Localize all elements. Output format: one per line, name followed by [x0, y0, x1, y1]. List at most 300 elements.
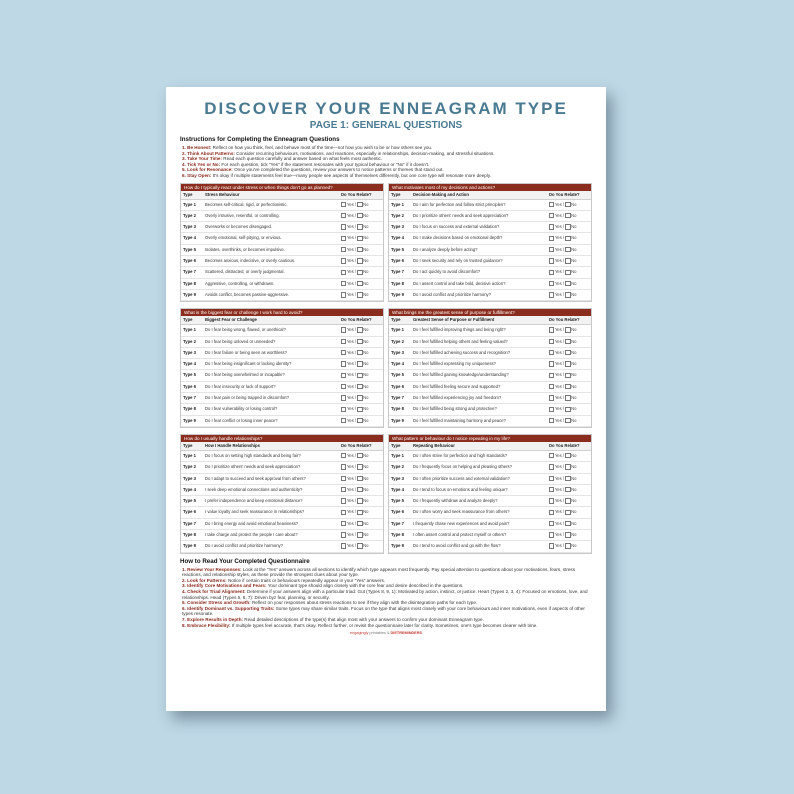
no-checkbox[interactable]: [565, 395, 570, 400]
no-label: No: [363, 372, 369, 378]
no-checkbox[interactable]: [565, 532, 570, 537]
no-checkbox[interactable]: [565, 476, 570, 481]
no-label: No: [571, 452, 577, 458]
table-row: [389, 279, 591, 290]
no-label: No: [363, 212, 369, 218]
no-checkbox[interactable]: [565, 202, 570, 207]
yes-checkbox[interactable]: [341, 521, 346, 526]
row-statement: Do I fear being overwhelmed or incapable?: [205, 372, 285, 378]
yes-label: Yes: [554, 464, 562, 470]
no-checkbox[interactable]: [565, 487, 570, 492]
row-type: Type 4: [183, 486, 196, 492]
row-type: Type 7: [183, 520, 196, 526]
yes-no-options: Yes / No: [549, 404, 589, 414]
yes-checkbox[interactable]: [341, 418, 346, 423]
yes-checkbox[interactable]: [341, 384, 346, 389]
no-checkbox[interactable]: [565, 281, 570, 286]
no-checkbox[interactable]: [565, 258, 570, 263]
yes-checkbox[interactable]: [549, 292, 554, 297]
yes-checkbox[interactable]: [341, 327, 346, 332]
no-checkbox[interactable]: [357, 224, 362, 229]
yes-checkbox[interactable]: [341, 464, 346, 469]
row-type: Type 1: [183, 452, 196, 458]
no-checkbox[interactable]: [357, 384, 362, 389]
no-label: No: [571, 235, 577, 241]
column-headers: [181, 316, 383, 325]
column-headers: [181, 442, 383, 451]
yes-no-options: Yes / No: [549, 416, 589, 426]
howto-item-label: Identify Core Motivations and Fears:: [187, 583, 267, 589]
no-checkbox[interactable]: [357, 407, 362, 412]
col-relate-header: Do You Relate?: [549, 191, 580, 197]
no-checkbox[interactable]: [565, 270, 570, 275]
row-statement: Do I feel fulfilled improving things and being right?: [413, 327, 506, 333]
row-type: Type 9: [183, 543, 196, 549]
no-checkbox[interactable]: [357, 339, 362, 344]
no-label: No: [571, 280, 577, 286]
row-statement: Do I avoid conflict and prioritize harmony?: [413, 291, 491, 297]
yes-checkbox[interactable]: [549, 258, 554, 263]
yes-checkbox[interactable]: [549, 236, 554, 241]
yes-label: Yes: [346, 338, 354, 344]
row-type: Type 3: [183, 475, 196, 481]
yes-checkbox[interactable]: [549, 384, 554, 389]
table-row: [181, 233, 383, 244]
yes-label: Yes: [346, 509, 354, 515]
row-type: Type 6: [183, 509, 196, 515]
yes-label: Yes: [346, 520, 354, 526]
no-checkbox[interactable]: [565, 213, 570, 218]
yes-no-options: Yes / No: [341, 541, 381, 551]
row-statement: Do I fear conflict or losing inner peace?: [205, 417, 278, 423]
question-header: How do I usually handle relationships?: [181, 435, 383, 442]
howto-item-number: 3.: [182, 583, 186, 589]
no-checkbox[interactable]: [357, 292, 362, 297]
table-row: [181, 348, 383, 359]
instruction-item-label: Be Honest:: [187, 145, 212, 150]
yes-label: Yes: [554, 498, 562, 504]
row-statement: Overworks or becomes disengaged.: [205, 224, 273, 230]
howto-item: [182, 623, 592, 629]
yes-checkbox[interactable]: [341, 350, 346, 355]
no-checkbox[interactable]: [357, 498, 362, 503]
no-checkbox[interactable]: [565, 510, 570, 515]
no-checkbox[interactable]: [357, 202, 362, 207]
no-label: No: [363, 406, 369, 412]
no-checkbox[interactable]: [565, 236, 570, 241]
yes-checkbox[interactable]: [341, 510, 346, 515]
yes-no-options: Yes / No: [341, 325, 381, 335]
row-type: Type 8: [183, 531, 196, 537]
row-statement: Do I feel fulfilled gaining knowledge/understanding?: [413, 372, 509, 378]
yes-checkbox[interactable]: [341, 453, 346, 458]
yes-label: Yes: [346, 327, 354, 333]
table-row: [389, 496, 591, 507]
no-checkbox[interactable]: [357, 281, 362, 286]
yes-checkbox[interactable]: [549, 213, 554, 218]
yes-no-options: Yes / No: [341, 211, 381, 221]
no-label: No: [363, 338, 369, 344]
yes-checkbox[interactable]: [549, 202, 554, 207]
no-label: No: [363, 361, 369, 367]
howto-item-text: Notice if certain traits or behaviours repeatedly appear in your "Yes" answers.: [226, 577, 386, 583]
question-table: [180, 434, 384, 554]
row-type: Type 7: [183, 269, 196, 275]
table-row: [181, 404, 383, 415]
row-statement: Do I feel fulfilled experiencing joy and freedom?: [413, 395, 502, 401]
yes-label: Yes: [554, 452, 562, 458]
table-row: [181, 393, 383, 404]
no-label: No: [363, 531, 369, 537]
yes-no-options: Yes / No: [341, 416, 381, 426]
row-type: Type 3: [183, 349, 196, 355]
no-label: No: [571, 246, 577, 252]
howto-item: [182, 567, 592, 578]
yes-checkbox[interactable]: [549, 487, 554, 492]
yes-no-options: Yes / No: [549, 200, 589, 210]
yes-checkbox[interactable]: [341, 395, 346, 400]
no-checkbox[interactable]: [357, 464, 362, 469]
instruction-item-text: Reflect on how you think, feel, and behave most of the time—not how you wish to be or how others see you.: [211, 145, 433, 150]
no-checkbox[interactable]: [357, 453, 362, 458]
no-checkbox[interactable]: [357, 247, 362, 252]
row-statement: Do I fear failure or being seen as worthless?: [205, 349, 287, 355]
no-checkbox[interactable]: [565, 350, 570, 355]
row-statement: Do I tend to focus on emotions and feeling unique?: [413, 486, 508, 492]
yes-checkbox[interactable]: [549, 247, 554, 252]
no-label: No: [363, 417, 369, 423]
instructions-heading: Instructions for Completing the Enneagram Questions: [180, 136, 340, 143]
no-checkbox[interactable]: [357, 487, 362, 492]
row-type: Type 9: [391, 417, 404, 423]
row-type: Type 5: [183, 372, 196, 378]
no-label: No: [571, 383, 577, 389]
no-checkbox[interactable]: [357, 270, 362, 275]
howto-item-number: 1.: [182, 566, 186, 572]
yes-checkbox[interactable]: [341, 476, 346, 481]
yes-checkbox[interactable]: [341, 292, 346, 297]
yes-label: Yes: [346, 269, 354, 275]
col-statement-header: Greatest Sense of Purpose or Fulfillment: [413, 317, 495, 323]
row-type: Type 5: [183, 498, 196, 504]
yes-checkbox[interactable]: [549, 395, 554, 400]
table-row: [389, 393, 591, 404]
yes-checkbox[interactable]: [341, 498, 346, 503]
no-label: No: [363, 475, 369, 481]
yes-checkbox[interactable]: [341, 361, 346, 366]
table-row: [181, 200, 383, 211]
instruction-item-text: It's okay if multiple statements feel true—many people see aspects of themselves differently, but one core type will resonate more deeply.: [211, 172, 492, 178]
no-label: No: [571, 212, 577, 218]
row-type: Type 1: [391, 452, 404, 458]
row-statement: I value loyalty and seek reassurance in relationships?: [205, 509, 305, 515]
row-statement: Do I feel fulfilled maintaining harmony and peace?: [413, 417, 506, 423]
no-label: No: [571, 464, 577, 470]
row-statement: Do I feel fulfilled achieving success and recognition?: [413, 349, 511, 355]
yes-checkbox[interactable]: [549, 476, 554, 481]
yes-no-options: Yes / No: [549, 462, 589, 472]
no-label: No: [363, 464, 369, 470]
no-checkbox[interactable]: [357, 361, 362, 366]
table-row: [389, 416, 591, 427]
row-type: Type 1: [391, 327, 404, 333]
table-row: [389, 382, 591, 393]
yes-checkbox[interactable]: [341, 202, 346, 207]
question-table: [388, 308, 592, 428]
table-row: [389, 519, 591, 530]
table-row: [389, 462, 591, 473]
yes-no-options: Yes / No: [549, 267, 589, 277]
row-statement: Do I prioritize others' needs and seek appreciation?: [205, 464, 301, 470]
yes-checkbox[interactable]: [549, 498, 554, 503]
no-checkbox[interactable]: [357, 418, 362, 423]
row-statement: Do I feel fulfilled helping others and feeling valued?: [413, 338, 508, 344]
no-checkbox[interactable]: [357, 521, 362, 526]
no-checkbox[interactable]: [357, 236, 362, 241]
table-row: [181, 462, 383, 473]
question-table: [180, 308, 384, 428]
yes-checkbox[interactable]: [549, 327, 554, 332]
table-row: [181, 222, 383, 233]
no-checkbox[interactable]: [565, 292, 570, 297]
howto-item-text: Your dominant type should align closely with the core fear and desire described in the questions.: [266, 583, 464, 589]
no-checkbox[interactable]: [565, 498, 570, 503]
yes-checkbox[interactable]: [549, 543, 554, 548]
instruction-item-label: Think About Patterns:: [187, 150, 235, 156]
no-checkbox[interactable]: [565, 327, 570, 332]
yes-no-options: Yes / No: [341, 462, 381, 472]
instruction-item-text: Consider recurring behaviours, motivations, and reactions, especially in relationships, decision-making, and stressful situations.: [234, 150, 495, 156]
yes-checkbox[interactable]: [341, 258, 346, 263]
no-checkbox[interactable]: [357, 327, 362, 332]
question-table: [388, 183, 592, 303]
col-statement-header: How I Handle Relationships: [205, 442, 260, 448]
yes-checkbox[interactable]: [549, 510, 554, 515]
yes-no-options: Yes / No: [341, 485, 381, 495]
table-row: [389, 474, 591, 485]
yes-checkbox[interactable]: [549, 464, 554, 469]
row-type: Type 6: [183, 383, 196, 389]
row-type: Type 4: [391, 235, 404, 241]
yes-no-options: Yes / No: [549, 530, 589, 540]
no-label: No: [571, 543, 577, 549]
no-checkbox[interactable]: [357, 532, 362, 537]
yes-label: Yes: [554, 349, 562, 355]
yes-no-options: Yes / No: [341, 256, 381, 266]
no-checkbox[interactable]: [565, 384, 570, 389]
no-checkbox[interactable]: [357, 543, 362, 548]
no-checkbox[interactable]: [357, 510, 362, 515]
yes-checkbox[interactable]: [549, 373, 554, 378]
no-checkbox[interactable]: [357, 258, 362, 263]
yes-label: Yes: [554, 212, 562, 218]
yes-no-options: Yes / No: [341, 233, 381, 243]
row-type: Type 2: [391, 212, 404, 218]
no-label: No: [363, 235, 369, 241]
no-label: No: [571, 417, 577, 423]
row-type: Type 5: [183, 246, 196, 252]
row-statement: Overly intrusive, resentful, or controlling.: [205, 212, 280, 218]
no-label: No: [571, 269, 577, 275]
worksheet-page: [166, 87, 606, 711]
no-label: No: [571, 486, 577, 492]
question-header: How do I typically react under stress or when things don't go as planned?: [181, 184, 383, 191]
no-label: No: [363, 383, 369, 389]
no-checkbox[interactable]: [565, 464, 570, 469]
no-label: No: [363, 280, 369, 286]
row-statement: Do I frequently withdraw and analyze deeply?: [413, 498, 498, 504]
yes-label: Yes: [346, 235, 354, 241]
no-checkbox[interactable]: [565, 247, 570, 252]
yes-label: Yes: [346, 498, 354, 504]
no-checkbox[interactable]: [357, 213, 362, 218]
row-type: Type 4: [183, 361, 196, 367]
yes-no-options: Yes / No: [549, 382, 589, 392]
yes-checkbox[interactable]: [549, 418, 554, 423]
no-checkbox[interactable]: [565, 361, 570, 366]
yes-label: Yes: [554, 338, 562, 344]
no-checkbox[interactable]: [357, 350, 362, 355]
row-type: Type 9: [391, 291, 404, 297]
yes-label: Yes: [346, 258, 354, 264]
yes-no-options: Yes / No: [549, 474, 589, 484]
yes-checkbox[interactable]: [549, 224, 554, 229]
howto-item-number: 2.: [182, 577, 186, 583]
table-row: [389, 290, 591, 301]
no-checkbox[interactable]: [565, 224, 570, 229]
row-statement: Do I often prioritize success and external validation?: [413, 475, 510, 481]
yes-no-options: Yes / No: [549, 290, 589, 300]
no-label: No: [571, 224, 577, 230]
yes-label: Yes: [346, 486, 354, 492]
col-type-header: Type: [391, 317, 401, 323]
yes-checkbox[interactable]: [549, 270, 554, 275]
no-label: No: [363, 486, 369, 492]
table-row: [181, 370, 383, 381]
row-statement: Do I aim for perfection and follow strict principles?: [413, 201, 506, 207]
col-statement-header: Stress Behaviour: [205, 191, 240, 197]
yes-checkbox[interactable]: [341, 487, 346, 492]
no-label: No: [363, 224, 369, 230]
yes-no-options: Yes / No: [549, 451, 589, 461]
table-row: [389, 485, 591, 496]
yes-checkbox[interactable]: [341, 532, 346, 537]
column-headers: [389, 191, 591, 200]
yes-label: Yes: [554, 486, 562, 492]
row-type: Type 4: [391, 361, 404, 367]
table-row: [181, 211, 383, 222]
yes-checkbox[interactable]: [549, 361, 554, 366]
howto-item-text: Some types may share similar traits. Focus on the type that aligns most closely with your core behaviours and inner motivations, even if aspects of other types resonate.: [182, 605, 585, 617]
yes-checkbox[interactable]: [549, 339, 554, 344]
yes-no-options: Yes / No: [549, 370, 589, 380]
col-relate-header: Do You Relate?: [341, 317, 372, 323]
yes-label: Yes: [554, 372, 562, 378]
yes-checkbox[interactable]: [549, 281, 554, 286]
footer-mid: printables &: [368, 631, 391, 636]
yes-label: Yes: [554, 291, 562, 297]
row-statement: Becomes anxious, indecisive, or overly cautious.: [205, 258, 296, 264]
row-statement: Overly emotional, self-pitying, or envious.: [205, 235, 282, 241]
yes-checkbox[interactable]: [341, 224, 346, 229]
yes-checkbox[interactable]: [341, 247, 346, 252]
table-row: [389, 211, 591, 222]
yes-label: Yes: [554, 475, 562, 481]
question-header: What brings me the greatest sense of purpose or fulfillment?: [389, 309, 591, 316]
yes-no-options: Yes / No: [549, 245, 589, 255]
no-checkbox[interactable]: [357, 395, 362, 400]
yes-checkbox[interactable]: [341, 339, 346, 344]
howto-item-text: Reflect on your responses about stress reactions to see if they align with the disintegration paths for each type.: [250, 600, 478, 606]
no-checkbox[interactable]: [565, 418, 570, 423]
yes-no-options: Yes / No: [341, 451, 381, 461]
yes-checkbox[interactable]: [549, 453, 554, 458]
howto-item-number: 5.: [182, 600, 186, 606]
table-row: [181, 359, 383, 370]
no-checkbox[interactable]: [357, 373, 362, 378]
table-row: [389, 359, 591, 370]
yes-no-options: Yes / No: [341, 519, 381, 529]
no-checkbox[interactable]: [565, 453, 570, 458]
row-type: Type 1: [391, 201, 404, 207]
no-checkbox[interactable]: [565, 407, 570, 412]
instruction-item-label: Look for Resonance:: [187, 167, 233, 173]
no-label: No: [571, 395, 577, 401]
no-checkbox[interactable]: [357, 476, 362, 481]
yes-label: Yes: [346, 280, 354, 286]
yes-checkbox[interactable]: [549, 532, 554, 537]
yes-checkbox[interactable]: [341, 407, 346, 412]
yes-no-options: Yes / No: [341, 200, 381, 210]
question-table: [388, 434, 592, 554]
yes-checkbox[interactable]: [341, 236, 346, 241]
row-type: Type 2: [183, 212, 196, 218]
yes-label: Yes: [346, 224, 354, 230]
yes-checkbox[interactable]: [341, 213, 346, 218]
yes-checkbox[interactable]: [549, 350, 554, 355]
row-type: Type 8: [183, 406, 196, 412]
yes-checkbox[interactable]: [549, 407, 554, 412]
question-header: What pattern or behaviour do I notice repeating in my life?: [389, 435, 591, 442]
yes-checkbox[interactable]: [341, 543, 346, 548]
no-checkbox[interactable]: [565, 521, 570, 526]
table-row: [389, 267, 591, 278]
yes-label: Yes: [346, 543, 354, 549]
no-checkbox[interactable]: [565, 543, 570, 548]
no-checkbox[interactable]: [565, 339, 570, 344]
yes-checkbox[interactable]: [341, 373, 346, 378]
col-relate-header: Do You Relate?: [341, 191, 372, 197]
yes-no-options: Yes / No: [549, 507, 589, 517]
yes-checkbox[interactable]: [549, 521, 554, 526]
table-row: [389, 507, 591, 518]
row-statement: Do I fear being insignificant or lacking identity?: [205, 361, 292, 367]
table-row: [389, 348, 591, 359]
yes-checkbox[interactable]: [341, 270, 346, 275]
howto-item: [182, 606, 592, 617]
row-statement: Do I fear being wrong, flawed, or unethical?: [205, 327, 286, 333]
no-label: No: [571, 372, 577, 378]
yes-label: Yes: [346, 531, 354, 537]
yes-label: Yes: [346, 475, 354, 481]
yes-no-options: Yes / No: [549, 359, 589, 369]
yes-checkbox[interactable]: [341, 281, 346, 286]
col-type-header: Type: [183, 442, 193, 448]
howto-item-number: 7.: [182, 616, 186, 622]
col-relate-header: Do You Relate?: [549, 442, 580, 448]
no-checkbox[interactable]: [565, 373, 570, 378]
row-type: Type 3: [391, 224, 404, 230]
